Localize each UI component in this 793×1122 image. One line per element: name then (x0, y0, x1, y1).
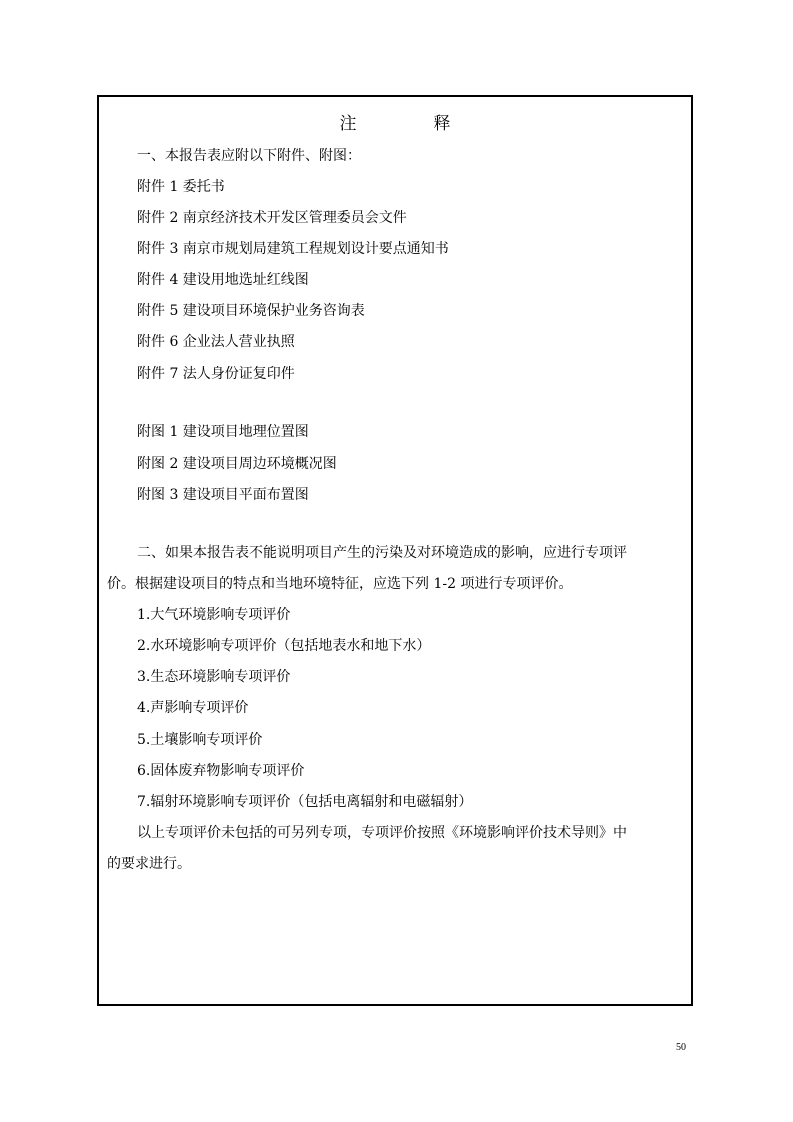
figure-item: 附图 3 建设项目平面布置图 (137, 487, 309, 503)
evaluation-item: 7.辐射环境影响专项评价（包括电离辐射和电磁辐射） (137, 794, 473, 810)
attachment-item: 附件 1 委托书 (137, 179, 225, 195)
page-title: 注 释 (339, 114, 481, 134)
section1-heading: 一、本报告表应附以下附件、附图： (137, 148, 361, 164)
page-number: 50 (676, 1042, 686, 1053)
evaluation-item: 1.大气环境影响专项评价 (137, 607, 291, 623)
attachment-item: 附件 3 南京市规划局建筑工程规划设计要点通知书 (137, 241, 449, 257)
section2-paragraph-line: 二、如果本报告表不能说明项目产生的污染及对环境造成的影响，应进行专项评 (137, 545, 627, 561)
attachment-item: 附件 5 建设项目环境保护业务咨询表 (137, 303, 365, 319)
evaluation-item: 4.声影响专项评价 (137, 700, 249, 716)
evaluation-item: 3.生态环境影响专项评价 (137, 669, 291, 685)
evaluation-item: 2.水环境影响专项评价（包括地表水和地下水） (137, 638, 431, 654)
evaluation-item: 5.土壤影响专项评价 (137, 732, 263, 748)
section2-paragraph-line: 价。根据建设项目的特点和当地环境特征，应选下列 1-2 项进行专项评价。 (107, 576, 573, 592)
figure-item: 附图 1 建设项目地理位置图 (137, 424, 309, 440)
attachment-item: 附件 4 建设用地选址红线图 (137, 272, 309, 288)
evaluation-item: 6.固体废弃物影响专项评价 (137, 763, 305, 779)
notes-frame (97, 95, 693, 1006)
attachment-item: 附件 7 法人身份证复印件 (137, 366, 295, 382)
attachment-item: 附件 6 企业法人营业执照 (137, 334, 295, 350)
closing-line: 的要求进行。 (107, 856, 191, 872)
closing-line: 以上专项评价未包括的可另列专项，专项评价按照《环境影响评价技术导则》中 (137, 825, 627, 841)
figure-item: 附图 2 建设项目周边环境概况图 (137, 456, 337, 472)
attachment-item: 附件 2 南京经济技术开发区管理委员会文件 (137, 210, 407, 226)
